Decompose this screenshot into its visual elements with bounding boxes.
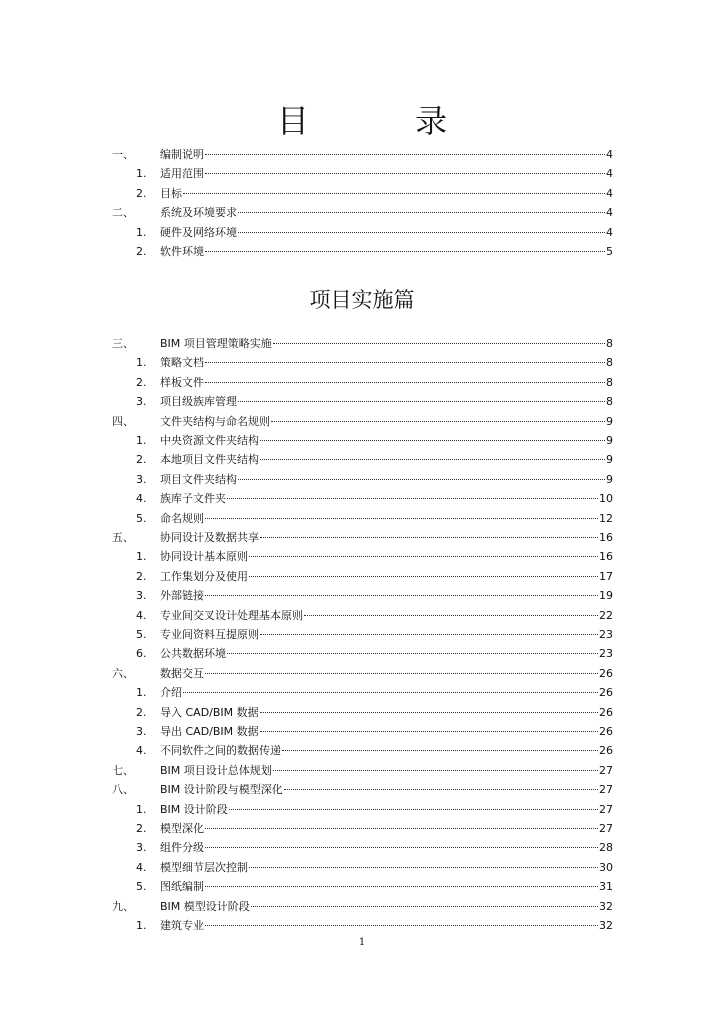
toc-dot-leader — [205, 672, 598, 674]
toc-entry[interactable] — [0, 800, 724, 819]
toc-entry-line — [160, 586, 613, 605]
toc-entry-line — [160, 489, 613, 508]
toc-entry-line — [160, 858, 613, 877]
toc-dot-leader — [260, 536, 598, 538]
toc-entry-line — [160, 509, 613, 528]
toc-entry-number: 八、 — [112, 783, 134, 797]
toc-entry-number: 1. — [136, 356, 147, 370]
toc-entry-label: BIM 项目设计总体规划 — [160, 763, 272, 777]
toc-entry[interactable] — [0, 703, 724, 722]
toc-entry-label: 策略文档 — [160, 356, 204, 370]
toc-entry-number: 2. — [136, 186, 147, 200]
toc-dot-leader — [238, 400, 605, 402]
toc-entry-line — [160, 203, 613, 222]
toc-dot-leader — [227, 497, 598, 499]
toc-entry-line — [160, 780, 613, 799]
toc-dot-leader — [260, 711, 598, 713]
toc-dot-leader — [205, 153, 605, 155]
toc-entry-line — [160, 838, 613, 857]
toc-dot-leader — [251, 905, 598, 907]
toc-dot-leader — [249, 575, 598, 577]
toc-entry-number: 2. — [136, 245, 147, 258]
toc-entry-label: 专业间交叉设计处理基本原则 — [160, 608, 303, 622]
toc-dot-leader — [284, 788, 598, 790]
toc-entry-page: 23 — [599, 647, 613, 661]
toc-entry-line — [160, 916, 613, 935]
toc-entry-page: 4 — [606, 225, 613, 239]
toc-dot-leader — [183, 192, 605, 194]
toc-entry-line — [160, 450, 613, 469]
toc-entry[interactable] — [0, 683, 724, 702]
toc-entry-page: 32 — [599, 919, 613, 932]
toc-entry-number: 1. — [136, 225, 147, 239]
toc-dot-leader — [273, 342, 605, 344]
toc-dot-leader — [205, 885, 598, 887]
toc-entry-number: 九、 — [112, 899, 134, 913]
toc-entry-page: 4 — [606, 186, 613, 200]
toc-entry-number: 4. — [136, 608, 147, 622]
toc-entry-number: 5. — [136, 511, 147, 525]
toc-entry[interactable] — [0, 916, 724, 935]
toc-entry[interactable] — [0, 780, 724, 799]
toc-entry[interactable] — [0, 489, 724, 508]
toc-entry-label: 适用范围 — [160, 167, 204, 181]
toc-entry-page: 8 — [606, 356, 613, 370]
toc-entry-number: 2. — [136, 375, 147, 389]
toc-dot-leader — [260, 633, 598, 635]
toc-entry[interactable] — [0, 431, 724, 450]
toc-entry-number: 四、 — [112, 414, 134, 428]
toc-dot-leader — [205, 172, 605, 174]
toc-entry-line — [160, 164, 613, 183]
toc-entry[interactable] — [0, 509, 724, 528]
toc-entry-page: 4 — [606, 167, 613, 181]
toc-entry-page: 19 — [599, 589, 613, 603]
toc-entry-label: 文件夹结构与命名规则 — [160, 414, 270, 428]
toc-entry-label: BIM 设计阶段 — [160, 802, 228, 816]
toc-entry-page: 26 — [599, 666, 613, 680]
toc-entry-page: 9 — [606, 414, 613, 428]
toc-entry[interactable] — [0, 644, 724, 663]
toc-entry-page: 8 — [606, 395, 613, 409]
toc-entry-number: 3. — [136, 472, 147, 486]
toc-dot-leader — [205, 381, 605, 383]
toc-entry[interactable] — [0, 184, 724, 203]
toc-entry-line — [160, 897, 613, 916]
toc-entry-number: 2. — [136, 453, 147, 467]
toc-dot-leader — [282, 749, 598, 751]
toc-entry[interactable] — [0, 392, 724, 411]
toc-entry-number: 1. — [136, 802, 147, 816]
toc-entry-label: 项目级族库管理 — [160, 395, 237, 409]
toc-entry-number: 1. — [136, 686, 147, 700]
toc-entry-label: 介绍 — [160, 686, 182, 700]
toc-entry-label: 硬件及网络环境 — [160, 225, 237, 239]
toc-entry-line — [160, 470, 613, 489]
toc-dot-leader — [249, 555, 598, 557]
toc-entry-number: 4. — [136, 744, 147, 758]
toc-entry-label: 项目文件夹结构 — [160, 472, 237, 486]
toc-entry[interactable] — [0, 567, 724, 586]
toc-entry-number: 一、 — [112, 148, 134, 161]
toc-entry-page: 16 — [599, 550, 613, 564]
toc-entry[interactable] — [0, 858, 724, 877]
toc-dot-leader — [183, 691, 598, 693]
toc-entry-number: 5. — [136, 880, 147, 894]
toc-entry-label: 不同软件之间的数据传递 — [160, 744, 281, 758]
toc-entry-line — [160, 722, 613, 741]
toc-entry-page: 27 — [599, 763, 613, 777]
toc-dot-leader — [205, 924, 598, 926]
toc-entry-line — [160, 242, 613, 261]
toc-entry-label: 软件环境 — [160, 245, 204, 258]
toc-dot-leader — [205, 361, 605, 363]
toc-entry[interactable] — [0, 470, 724, 489]
toc-entry-line — [160, 412, 613, 431]
toc-entry-label: 专业间资料互提原则 — [160, 628, 259, 641]
toc-entry-page: 26 — [599, 725, 613, 738]
toc-dot-leader — [271, 420, 605, 422]
toc-entry-page: 22 — [599, 608, 613, 622]
toc-entry-number: 3. — [136, 841, 147, 855]
toc-entry-label: 数据交互 — [160, 666, 204, 680]
page-title: 目 录 — [276, 102, 496, 140]
toc-dot-leader — [238, 231, 605, 233]
toc-entry-page: 12 — [599, 511, 613, 525]
toc-entry-label: 外部链接 — [160, 589, 204, 603]
toc-entry-line — [160, 223, 613, 242]
toc-entry-line — [160, 392, 613, 411]
toc-entry-page: 27 — [599, 802, 613, 816]
toc-entry-label: 本地项目文件夹结构 — [160, 453, 259, 467]
toc-entry-line — [160, 184, 613, 203]
toc-entry-label: 模型细节层次控制 — [160, 860, 248, 874]
toc-entry-number: 5. — [136, 628, 147, 641]
toc-entry-label: BIM 设计阶段与模型深化 — [160, 783, 283, 797]
toc-entry-page: 23 — [599, 628, 613, 641]
toc-entry-label: 协同设计基本原则 — [160, 550, 248, 564]
toc-entry-line — [160, 877, 613, 896]
toc-entry-label: 模型深化 — [160, 822, 204, 835]
toc-entry[interactable] — [0, 606, 724, 625]
toc-entry[interactable] — [0, 334, 724, 353]
toc-entry-page: 26 — [599, 686, 613, 700]
toc-dot-leader — [205, 250, 605, 252]
toc-entry[interactable] — [0, 664, 724, 683]
toc-entry-label: BIM 模型设计阶段 — [160, 899, 250, 913]
toc-entry-page: 5 — [606, 245, 613, 258]
toc-entry-label: 中央资源文件夹结构 — [160, 434, 259, 447]
toc-entry-page: 8 — [606, 375, 613, 389]
toc-dot-leader — [249, 866, 598, 868]
toc-entry[interactable] — [0, 450, 724, 469]
toc-entry-page: 28 — [599, 841, 613, 855]
toc-entry[interactable] — [0, 412, 724, 431]
toc-entry-page: 8 — [606, 337, 613, 350]
toc-entry[interactable] — [0, 625, 724, 644]
toc-entry[interactable] — [0, 761, 724, 780]
toc-entry[interactable] — [0, 741, 724, 760]
toc-dot-leader — [229, 808, 598, 810]
toc-entry-label: 目标 — [160, 186, 182, 200]
toc-entry[interactable] — [0, 203, 724, 222]
toc-entry-page: 9 — [606, 453, 613, 467]
toc-entry-line — [160, 819, 613, 838]
toc-entry-number: 七、 — [112, 763, 134, 777]
toc-entry-line — [160, 334, 613, 353]
toc-entry-line — [160, 761, 613, 780]
toc-entry-number: 2. — [136, 569, 147, 583]
toc-dot-leader — [227, 652, 598, 654]
toc-entry[interactable] — [0, 838, 724, 857]
toc-entry-label: 编制说明 — [160, 148, 204, 161]
toc-entry-line — [160, 606, 613, 625]
toc-dot-leader — [273, 769, 598, 771]
toc-entry-number: 3. — [136, 395, 147, 409]
toc-entry-number: 3. — [136, 725, 147, 738]
toc-entry-number: 4. — [136, 860, 147, 874]
toc-entry-page: 9 — [606, 434, 613, 447]
toc-dot-leader — [205, 594, 598, 596]
toc-entry-page: 30 — [599, 860, 613, 874]
toc-entry[interactable] — [0, 353, 724, 372]
toc-dot-leader — [260, 458, 605, 460]
toc-dot-leader — [260, 730, 598, 732]
toc-entry-line — [160, 567, 613, 586]
toc-dot-leader — [205, 846, 598, 848]
toc-entry[interactable] — [0, 528, 724, 547]
toc-entry[interactable] — [0, 164, 724, 183]
toc-entry-number: 六、 — [112, 666, 134, 680]
toc-entry-label: 图纸编制 — [160, 880, 204, 894]
toc-entry-label: 样板文件 — [160, 375, 204, 389]
toc-entry[interactable] — [0, 145, 724, 164]
toc-entry-label: 导出 CAD/BIM 数据 — [160, 725, 259, 738]
toc-entry-label: 组件分级 — [160, 841, 204, 855]
toc-entry[interactable] — [0, 242, 724, 261]
toc-entry-number: 1. — [136, 434, 147, 447]
toc-entry-number: 2. — [136, 705, 147, 719]
toc-dot-leader — [260, 439, 605, 441]
toc-entry-page: 10 — [599, 492, 613, 506]
toc-dot-leader — [238, 211, 605, 213]
toc-entry-page: 17 — [599, 569, 613, 583]
toc-entry-number: 二、 — [112, 206, 134, 220]
toc-entry-label: 命名规则 — [160, 511, 204, 525]
toc-dot-leader — [238, 478, 605, 480]
toc-entry-page: 26 — [599, 705, 613, 719]
toc-entry-page: 4 — [606, 206, 613, 220]
toc-entry-number: 4. — [136, 492, 147, 506]
toc-entry-label: 建筑专业 — [160, 919, 204, 932]
toc-entry[interactable] — [0, 547, 724, 566]
toc-entry-line — [160, 800, 613, 819]
toc-entry-line — [160, 373, 613, 392]
toc-entry-number: 1. — [136, 919, 147, 932]
toc-entry-line — [160, 625, 613, 644]
toc-entry-page: 4 — [606, 148, 613, 161]
toc-entry-line — [160, 431, 613, 450]
toc-entry-number: 6. — [136, 647, 147, 661]
toc-entry[interactable] — [0, 819, 724, 838]
toc-entry-line — [160, 644, 613, 663]
toc-entry-line — [160, 528, 613, 547]
toc-entry-label: 协同设计及数据共享 — [160, 531, 259, 544]
toc-entry-line — [160, 703, 613, 722]
toc-entry[interactable] — [0, 223, 724, 242]
toc-entry-label: 族库子文件夹 — [160, 492, 226, 506]
toc-dot-leader — [304, 614, 598, 616]
toc-entry[interactable] — [0, 897, 724, 916]
toc-entry-page: 26 — [599, 744, 613, 758]
toc-entry[interactable] — [0, 877, 724, 896]
toc-entry[interactable] — [0, 586, 724, 605]
toc-entry-page: 9 — [606, 472, 613, 486]
toc-entry-line — [160, 683, 613, 702]
toc-entry-line — [160, 741, 613, 760]
toc-entry[interactable] — [0, 722, 724, 741]
toc-entry-number: 1. — [136, 550, 147, 564]
toc-entry-line — [160, 664, 613, 683]
toc-entry-label: 工作集划分及使用 — [160, 569, 248, 583]
toc-entry-label: 公共数据环境 — [160, 647, 226, 661]
toc-entry-number: 2. — [136, 822, 147, 835]
toc-dot-leader — [205, 517, 598, 519]
toc-dot-leader — [205, 827, 598, 829]
toc-entry-page: 27 — [599, 822, 613, 835]
toc-entry-page: 16 — [599, 531, 613, 544]
toc-entry-label: 导入 CAD/BIM 数据 — [160, 705, 259, 719]
toc-entry-page: 27 — [599, 783, 613, 797]
toc-entry[interactable] — [0, 373, 724, 392]
toc-entry-page: 31 — [599, 880, 613, 894]
toc-entry-page: 32 — [599, 899, 613, 913]
toc-entry-label: 系统及环境要求 — [160, 206, 237, 220]
section-heading: 项目实施篇 — [309, 288, 415, 312]
toc-entry-number: 1. — [136, 167, 147, 181]
toc-entry-line — [160, 145, 613, 164]
toc-entry-line — [160, 547, 613, 566]
page-number: 1 — [358, 937, 366, 948]
toc-entry-number: 三、 — [112, 337, 134, 350]
toc-entry-number: 3. — [136, 589, 147, 603]
toc-entry-label: BIM 项目管理策略实施 — [160, 337, 272, 350]
toc-entry-number: 五、 — [112, 531, 134, 544]
toc-entry-line — [160, 353, 613, 372]
